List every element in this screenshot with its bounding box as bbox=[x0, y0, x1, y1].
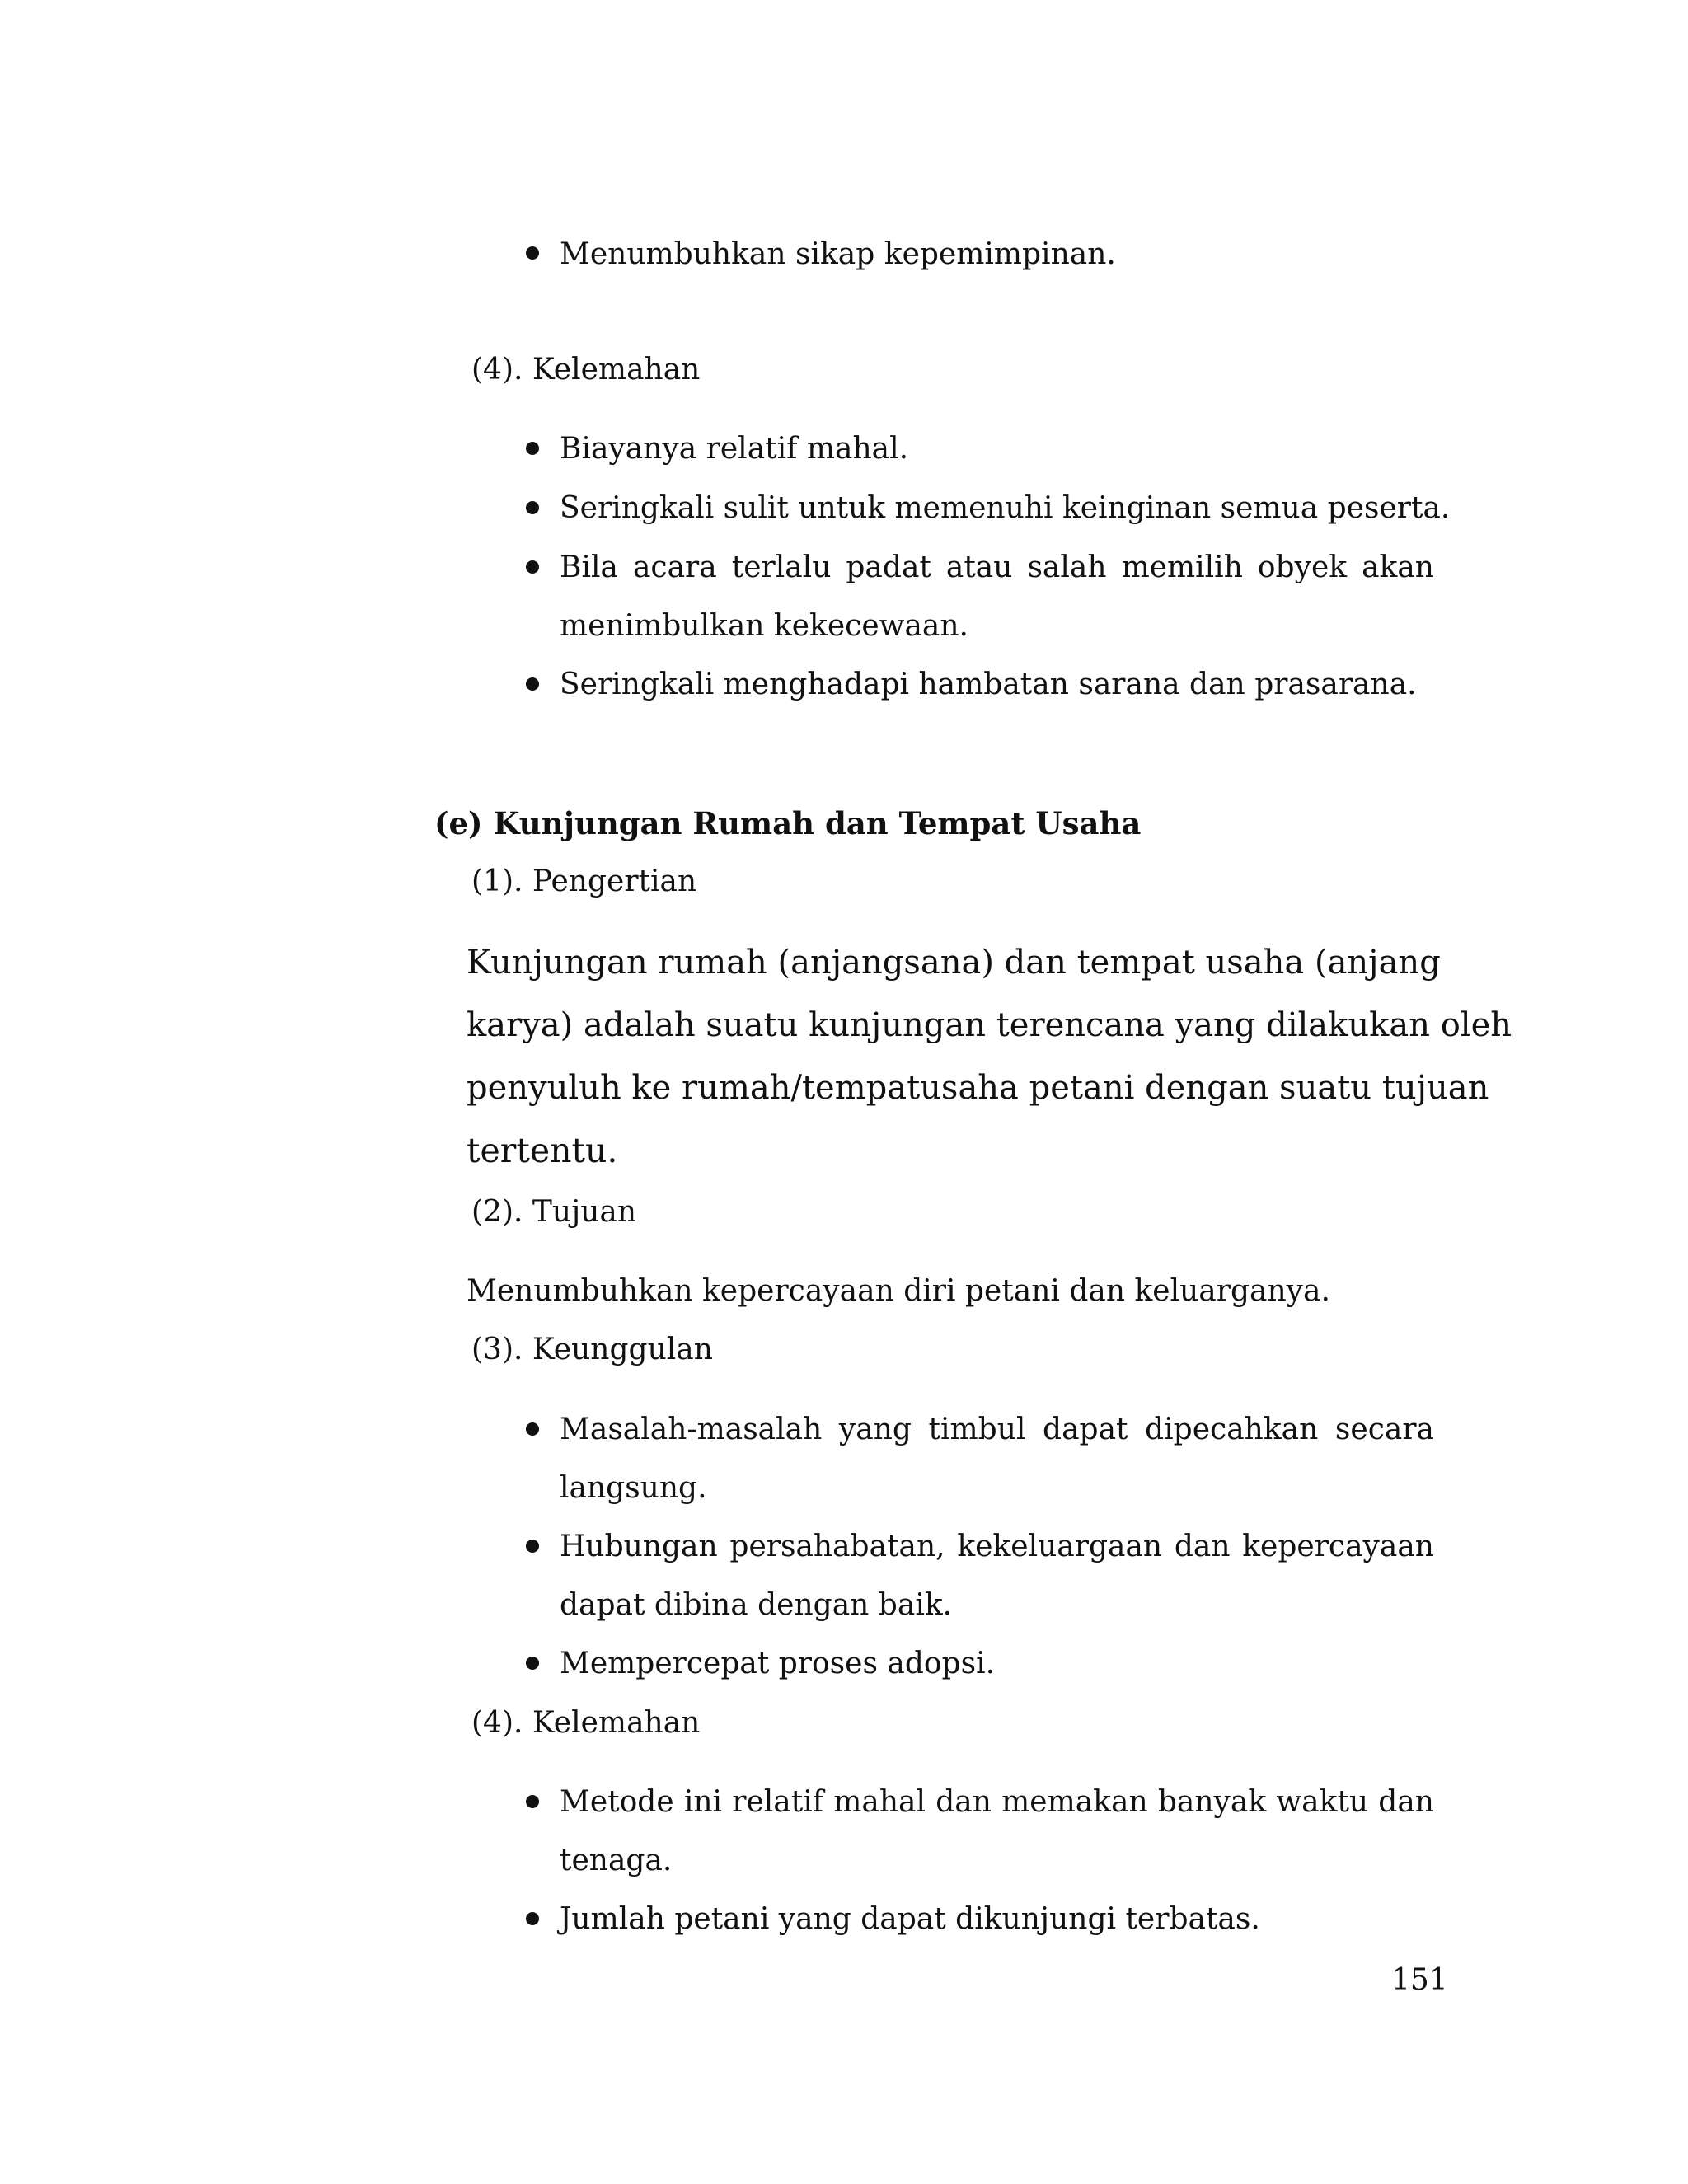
bullet-item: Hubungan persahabatan, kekeluargaan dan kepercayaan bbox=[560, 1530, 1434, 1563]
bullet-icon bbox=[526, 501, 539, 514]
paragraph-line: tertentu. bbox=[467, 1131, 618, 1170]
subheading-kelemahan: (4). Kelemahan bbox=[471, 1706, 701, 1740]
paragraph-tujuan: Menumbuhkan kepercayaan diri petani dan keluarganya. bbox=[467, 1274, 1330, 1308]
bullet-icon bbox=[526, 246, 539, 260]
bullet-item: Jumlah petani yang dapat dikunjungi terbatas. bbox=[560, 1902, 1260, 1936]
paragraph-line: karya) adalah suatu kunjungan terencana yang dilakukan oleh bbox=[467, 1006, 1512, 1044]
bullet-icon bbox=[526, 1795, 539, 1808]
bullet-item: Seringkali sulit untuk memenuhi keinginan semua peserta. bbox=[560, 491, 1451, 525]
bullet-item-continuation: tenaga. bbox=[560, 1844, 673, 1877]
bullet-icon bbox=[526, 677, 539, 691]
subheading-kelemahan: (4). Kelemahan bbox=[471, 353, 701, 387]
bullet-icon bbox=[526, 1422, 539, 1436]
bullet-item: Metode ini relatif mahal dan memakan banyak waktu dan bbox=[560, 1785, 1434, 1819]
page-number: 151 bbox=[1391, 1963, 1448, 1997]
paragraph-line: penyuluh ke rumah/tempatusaha petani dengan suatu tujuan bbox=[467, 1069, 1489, 1107]
bullet-icon bbox=[526, 1540, 539, 1553]
subheading-keunggulan: (3). Keunggulan bbox=[471, 1333, 713, 1366]
bullet-item-continuation: menimbulkan kekecewaan. bbox=[560, 609, 969, 643]
bullet-item: Bila acara terlalu padat atau salah memilih obyek akan bbox=[560, 551, 1434, 584]
paragraph-line: Kunjungan rumah (anjangsana) dan tempat usaha (anjang bbox=[467, 944, 1441, 982]
subheading-pengertian: (1). Pengertian bbox=[471, 865, 697, 898]
bullet-item: Menumbuhkan sikap kepemimpinan. bbox=[560, 237, 1116, 271]
section-heading: (e) Kunjungan Rumah dan Tempat Usaha bbox=[434, 805, 1142, 841]
bullet-item: Mempercepat proses adopsi. bbox=[560, 1647, 996, 1680]
bullet-icon bbox=[526, 1912, 539, 1925]
bullet-item: Biayanya relatif mahal. bbox=[560, 432, 909, 466]
bullet-item-continuation: dapat dibina dengan baik. bbox=[560, 1588, 953, 1622]
subheading-tujuan: (2). Tujuan bbox=[471, 1195, 637, 1229]
bullet-icon bbox=[526, 1657, 539, 1670]
bullet-item: Seringkali menghadapi hambatan sarana dan prasarana. bbox=[560, 668, 1417, 701]
bullet-icon bbox=[526, 560, 539, 574]
bullet-item: Masalah-masalah yang timbul dapat dipecahkan secara bbox=[560, 1413, 1434, 1446]
bullet-item-continuation: langsung. bbox=[560, 1471, 707, 1505]
bullet-icon bbox=[526, 442, 539, 455]
